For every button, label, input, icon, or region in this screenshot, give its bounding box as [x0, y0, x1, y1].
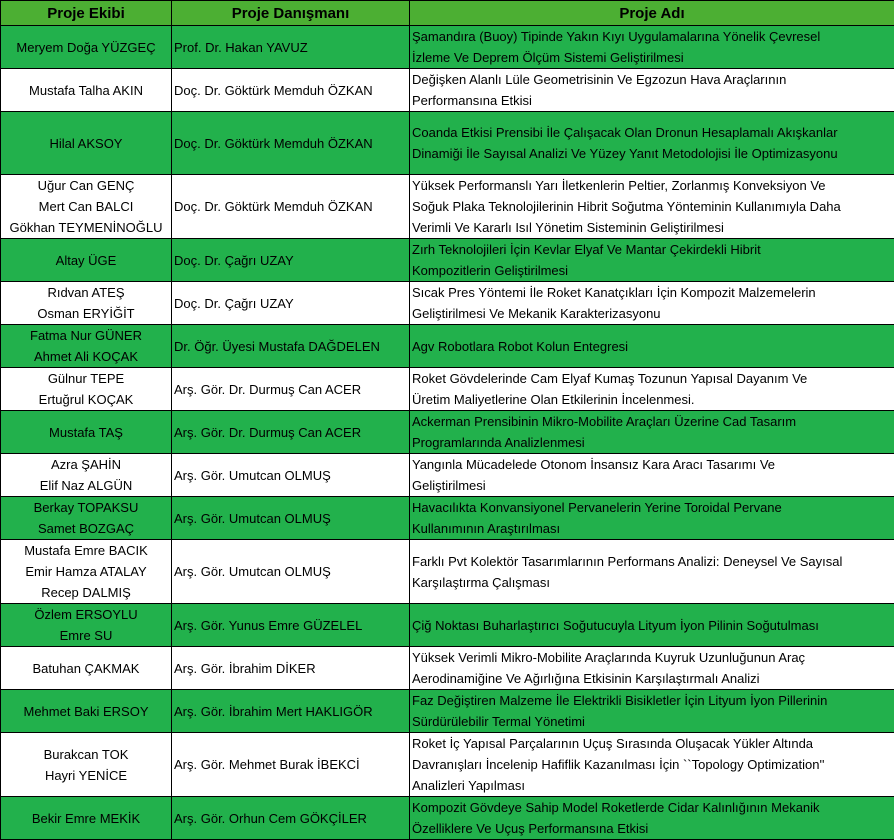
project-title-cell	[410, 282, 894, 325]
project-title-line: Analizleri Yapılması	[412, 775, 892, 796]
team-member: Elif Naz ALGÜN	[3, 475, 169, 496]
advisor-cell: Prof. Dr. Hakan YAVUZ	[172, 26, 410, 69]
table-row	[1, 690, 894, 733]
project-title-line: Coanda Etkisi Prensibi İle Çalışacak Olan Dronun Hesaplamalı Akışkanlar	[412, 122, 892, 143]
header-row	[1, 1, 894, 26]
team-cell	[1, 282, 172, 325]
team-member: Meryem Doğa YÜZGEÇ	[3, 37, 169, 58]
team-cell	[1, 239, 172, 282]
advisor-cell: Arş. Gör. Yunus Emre GÜZELEL	[172, 604, 410, 647]
team-cell	[1, 112, 172, 175]
project-title-line: Agv Robotlara Robot Kolun Entegresi	[412, 336, 892, 357]
project-title-cell	[410, 26, 894, 69]
team-member: Hayri YENİCE	[3, 765, 169, 786]
project-title-line: Üretim Maliyetlerine Olan Etkilerinin İncelenmesi.	[412, 389, 892, 410]
advisor-cell: Arş. Gör. Orhun Cem GÖKÇİLER	[172, 797, 410, 840]
advisor-cell: Arş. Gör. Mehmet Burak İBEKCİ	[172, 733, 410, 797]
table-row	[1, 411, 894, 454]
project-title-line: Roket Gövdelerinde Cam Elyaf Kumaş Tozunun Yapısal Dayanım Ve	[412, 368, 892, 389]
team-cell	[1, 797, 172, 840]
project-title-line: İzleme Ve Deprem Ölçüm Sistemi Geliştirilmesi	[412, 47, 892, 68]
project-title-cell	[410, 690, 894, 733]
team-cell	[1, 497, 172, 540]
project-title-line: Kullanımının Araştırılması	[412, 518, 892, 539]
project-title-line: Verimli Ve Kararlı Isıl Yönetim Sisteminin Geliştirilmesi	[412, 217, 892, 238]
table-row	[1, 540, 894, 604]
project-title-line: Roket İç Yapısal Parçalarının Uçuş Sırasında Oluşacak Yükler Altında	[412, 733, 892, 754]
team-member: Mustafa TAŞ	[3, 422, 169, 443]
team-member: Osman ERYİĞİT	[3, 303, 169, 324]
project-title-line: Karşılaştırma Çalışması	[412, 572, 892, 593]
project-title-line: Dinamiği İle Sayısal Analizi Ve Yüzey Yanıt Metodolojisi İle Optimizasyonu	[412, 143, 892, 164]
team-cell	[1, 690, 172, 733]
table-row	[1, 112, 894, 175]
table-row	[1, 175, 894, 239]
advisor-cell: Arş. Gör. İbrahim DİKER	[172, 647, 410, 690]
team-member: Hilal AKSOY	[3, 133, 169, 154]
table-row	[1, 239, 894, 282]
advisor-cell: Doç. Dr. Göktürk Memduh ÖZKAN	[172, 69, 410, 112]
project-title-cell	[410, 239, 894, 282]
team-cell	[1, 454, 172, 497]
header-title: Proje Adı	[410, 1, 894, 26]
advisor-cell: Arş. Gör. Dr. Durmuş Can ACER	[172, 368, 410, 411]
team-member: Batuhan ÇAKMAK	[3, 658, 169, 679]
team-member: Ertuğrul KOÇAK	[3, 389, 169, 410]
advisor-cell: Arş. Gör. Umutcan OLMUŞ	[172, 454, 410, 497]
project-title-cell	[410, 647, 894, 690]
project-title-line: Farklı Pvt Kolektör Tasarımlarının Performans Analizi: Deneysel Ve Sayısal	[412, 551, 892, 572]
project-title-cell	[410, 175, 894, 239]
project-title-line: Değişken Alanlı Lüle Geometrisinin Ve Egzozun Hava Araçlarının	[412, 69, 892, 90]
project-title-line: Sürdürülebilir Termal Yönetimi	[412, 711, 892, 732]
project-title-cell	[410, 454, 894, 497]
project-title-cell	[410, 69, 894, 112]
advisor-cell: Arş. Gör. Dr. Durmuş Can ACER	[172, 411, 410, 454]
table-row	[1, 368, 894, 411]
project-title-line: Davranışları İncelenip Hafiflik Kazanılması İçin ``Topology Optimization''	[412, 754, 892, 775]
project-title-line: Kompozit Gövdeye Sahip Model Roketlerde Cidar Kalınlığının Mekanik	[412, 797, 892, 818]
advisor-cell: Doç. Dr. Göktürk Memduh ÖZKAN	[172, 175, 410, 239]
team-member: Özlem ERSOYLU	[3, 604, 169, 625]
project-title-cell	[410, 325, 894, 368]
table-row	[1, 733, 894, 797]
advisor-cell: Arş. Gör. Umutcan OLMUŞ	[172, 540, 410, 604]
team-member: Uğur Can GENÇ	[3, 175, 169, 196]
project-title-line: Çiğ Noktası Buharlaştırıcı Soğutucuyla Lityum İyon Pilinin Soğutulması	[412, 615, 892, 636]
project-title-line: Geliştirilmesi Ve Mekanik Karakterizasyonu	[412, 303, 892, 324]
team-cell	[1, 733, 172, 797]
advisor-cell: Arş. Gör. İbrahim Mert HAKLIGÖR	[172, 690, 410, 733]
team-member: Bekir Emre MEKİK	[3, 808, 169, 829]
team-member: Samet BOZGAÇ	[3, 518, 169, 539]
project-title-line: Zırh Teknolojileri İçin Kevlar Elyaf Ve Mantar Çekirdekli Hibrit	[412, 239, 892, 260]
project-title-cell	[410, 540, 894, 604]
team-member: Ahmet Ali KOÇAK	[3, 346, 169, 367]
project-title-line: Yüksek Performanslı Yarı İletkenlerin Peltier, Zorlanmış Konveksiyon Ve	[412, 175, 892, 196]
project-title-cell	[410, 497, 894, 540]
team-member: Altay ÜGE	[3, 250, 169, 271]
project-title-line: Geliştirilmesi	[412, 475, 892, 496]
team-cell	[1, 540, 172, 604]
team-member: Mustafa Talha AKIN	[3, 80, 169, 101]
team-cell	[1, 604, 172, 647]
table-row	[1, 282, 894, 325]
team-member: Recep DALMIŞ	[3, 582, 169, 603]
project-title-line: Sıcak Pres Yöntemi İle Roket Kanatçıkları İçin Kompozit Malzemelerin	[412, 282, 892, 303]
team-member: Gülnur TEPE	[3, 368, 169, 389]
team-member: Mehmet Baki ERSOY	[3, 701, 169, 722]
project-title-line: Aerodinamiğine Ve Ağırlığına Etkisinin Karşılaştırmalı Analizi	[412, 668, 892, 689]
team-member: Mert Can BALCI	[3, 196, 169, 217]
project-title-line: Ackerman Prensibinin Mikro-Mobilite Araçları Üzerine Cad Tasarım	[412, 411, 892, 432]
project-title-line: Havacılıkta Konvansiyonel Pervanelerin Yerine Toroidal Pervane	[412, 497, 892, 518]
team-cell	[1, 411, 172, 454]
project-title-line: Kompozitlerin Geliştirilmesi	[412, 260, 892, 281]
project-title-cell	[410, 368, 894, 411]
team-member: Berkay TOPAKSU	[3, 497, 169, 518]
team-cell	[1, 69, 172, 112]
project-title-cell	[410, 604, 894, 647]
team-member: Gökhan TEYMENİNOĞLU	[3, 217, 169, 238]
table-row	[1, 69, 894, 112]
team-member: Rıdvan ATEŞ	[3, 282, 169, 303]
team-member: Azra ŞAHİN	[3, 454, 169, 475]
table-row	[1, 797, 894, 840]
header-advisor: Proje Danışmanı	[172, 1, 410, 26]
advisor-cell: Dr. Öğr. Üyesi Mustafa DAĞDELEN	[172, 325, 410, 368]
team-member: Fatma Nur GÜNER	[3, 325, 169, 346]
project-title-cell	[410, 112, 894, 175]
team-cell	[1, 325, 172, 368]
table-row	[1, 497, 894, 540]
team-cell	[1, 175, 172, 239]
project-title-cell	[410, 797, 894, 840]
project-title-cell	[410, 411, 894, 454]
table-row	[1, 647, 894, 690]
project-title-line: Özelliklere Ve Uçuş Performansına Etkisi	[412, 818, 892, 839]
project-title-line: Performansına Etkisi	[412, 90, 892, 111]
project-title-cell	[410, 733, 894, 797]
advisor-cell: Doç. Dr. Çağrı UZAY	[172, 282, 410, 325]
project-title-line: Yüksek Verimli Mikro-Mobilite Araçlarında Kuyruk Uzunluğunun Araç	[412, 647, 892, 668]
team-cell	[1, 647, 172, 690]
project-title-line: Şamandıra (Buoy) Tipinde Yakın Kıyı Uygulamalarına Yönelik Çevresel	[412, 26, 892, 47]
project-title-line: Faz Değiştiren Malzeme İle Elektrikli Bisikletler İçin Lityum İyon Pillerinin	[412, 690, 892, 711]
team-member: Burakcan TOK	[3, 744, 169, 765]
team-member: Emre SU	[3, 625, 169, 646]
project-title-line: Programlarında Analizlenmesi	[412, 432, 892, 453]
team-cell	[1, 26, 172, 69]
advisor-cell: Doç. Dr. Çağrı UZAY	[172, 239, 410, 282]
table-row	[1, 26, 894, 69]
advisor-cell: Arş. Gör. Umutcan OLMUŞ	[172, 497, 410, 540]
table-row	[1, 604, 894, 647]
project-title-line: Soğuk Plaka Teknolojilerinin Hibrit Soğutma Yönteminin Kullanımıyla Daha	[412, 196, 892, 217]
team-member: Emir Hamza ATALAY	[3, 561, 169, 582]
advisor-cell: Doç. Dr. Göktürk Memduh ÖZKAN	[172, 112, 410, 175]
team-cell	[1, 368, 172, 411]
header-team: Proje Ekibi	[1, 1, 172, 26]
table-row	[1, 325, 894, 368]
team-member: Mustafa Emre BACIK	[3, 540, 169, 561]
table-row	[1, 454, 894, 497]
table-body	[1, 26, 894, 840]
project-title-line: Yangınla Mücadelede Otonom İnsansız Kara Aracı Tasarımı Ve	[412, 454, 892, 475]
